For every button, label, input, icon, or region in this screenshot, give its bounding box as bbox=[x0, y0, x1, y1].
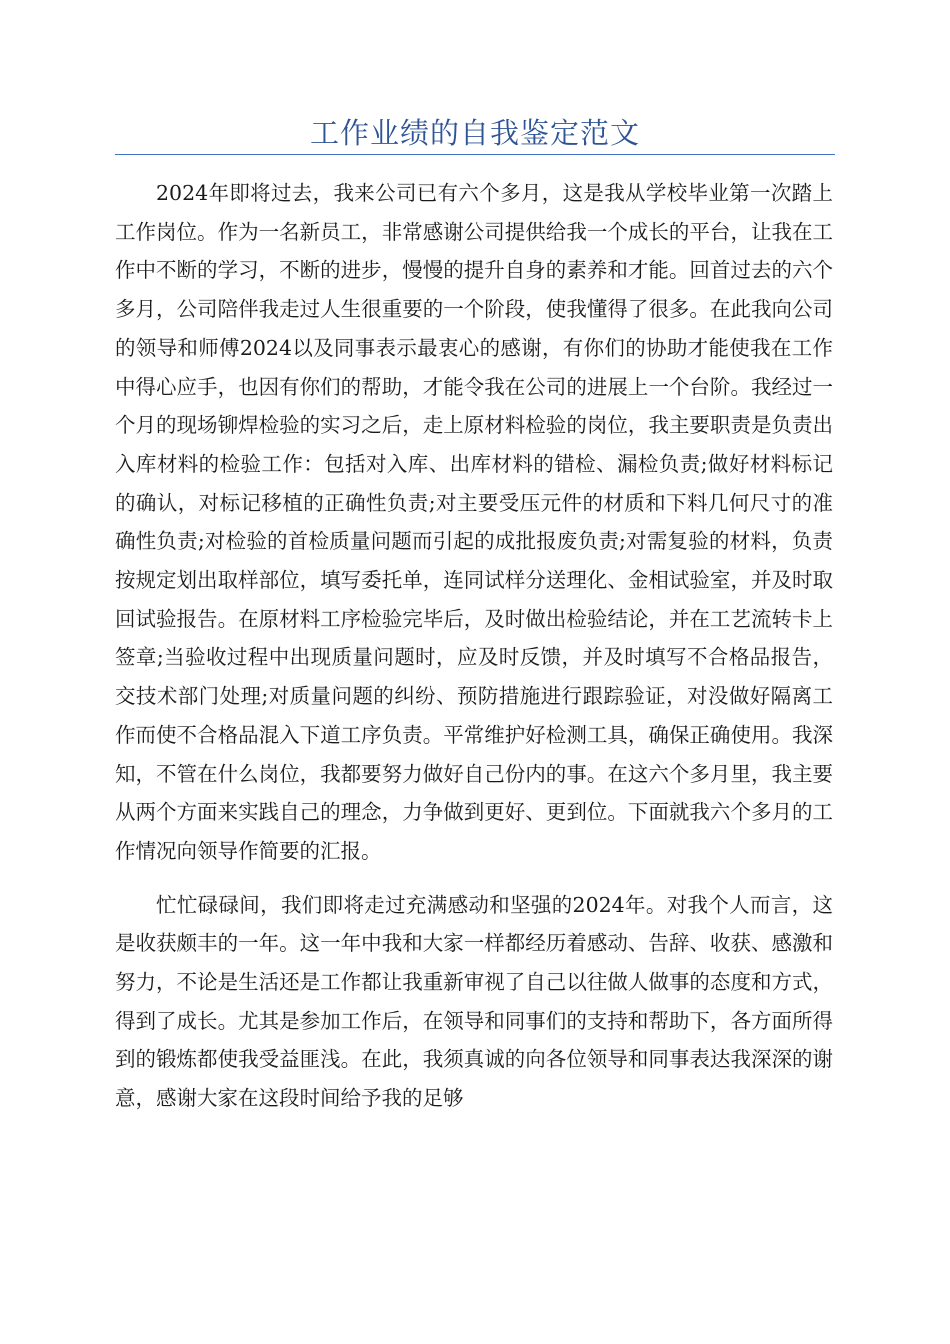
document-title: 工作业绩的自我鉴定范文 bbox=[309, 116, 640, 150]
paragraph-2: 忙忙碌碌间，我们即将走过充满感动和坚强的2024年。对我个人而言，这是收获颇丰的一年。这一年中我和大家一样都经历着感动、告辞、收获、感激和努力，不论是生活还是工作都让我重新审视了自己以往做人做事的态度和方式，得到了成长。尤其是参加工作后，在领导和同事们的支持和帮助下，各方面所得到的锻炼都使我受益匪浅。在此，我须真诚的向各位领导和同事表达我深深的谢意，感谢大家在这段时间给予我的足够 bbox=[115, 892, 833, 1111]
paragraph-1: 2024年即将过去，我来公司已有六个多月，这是我从学校毕业第一次踏上工作岗位。作为一名新员工，非常感谢公司提供给我一个成长的平台，让我在工作中不断的学习，不断的进步，慢慢的提升自身的素养和才能。回首过去的六个多月，公司陪伴我走过人生很重要的一个阶段，使我懂得了很多。在此我向公司的领导和师傅2024以及同事表示最衷心的感谢，有你们的协助才能使我在工作中得心应手，也因有你们的帮助，才能令我在公司的进展上一个台阶。我经过一个月的现场铆焊检验的实习之后，走上原材料检验的岗位，我主要职责是负责出入库材料的检验工作：包括对入库、出库材料的错检、漏检负责;做好材料标记的确认，对标记移植的正确性负责;对主要受压元件的材质和下料几何尺寸的准确性负责;对检验的首检质量问题而引起的成批报废负责;对需复验的材料，负责按规定划出取样部位，填写委托单，连同试样分送理化、金相试验室，并及时取回试验报告。在原材料工序检验完毕后，及时做出检验结论，并在工艺流转卡上签章;当验收过程中出现质量问题时，应及时反馈，并及时填写不合格品报告，交技术部门处理;对质量问题的纠纷、预防措施进行跟踪验证，对没做好隔离工作而使不合格品混入下道工序负责。平常维护好检测工具，确保正确使用。我深知，不管在什么岗位，我都要努力做好自己份内的事。在这六个多月里，我主要从两个方面来实践自己的理念，力争做到更好、更到位。下面就我六个多月的工作情况向领导作简要的汇报。 bbox=[115, 181, 833, 863]
document-body bbox=[115, 174, 833, 1133]
title-underline bbox=[115, 154, 835, 155]
